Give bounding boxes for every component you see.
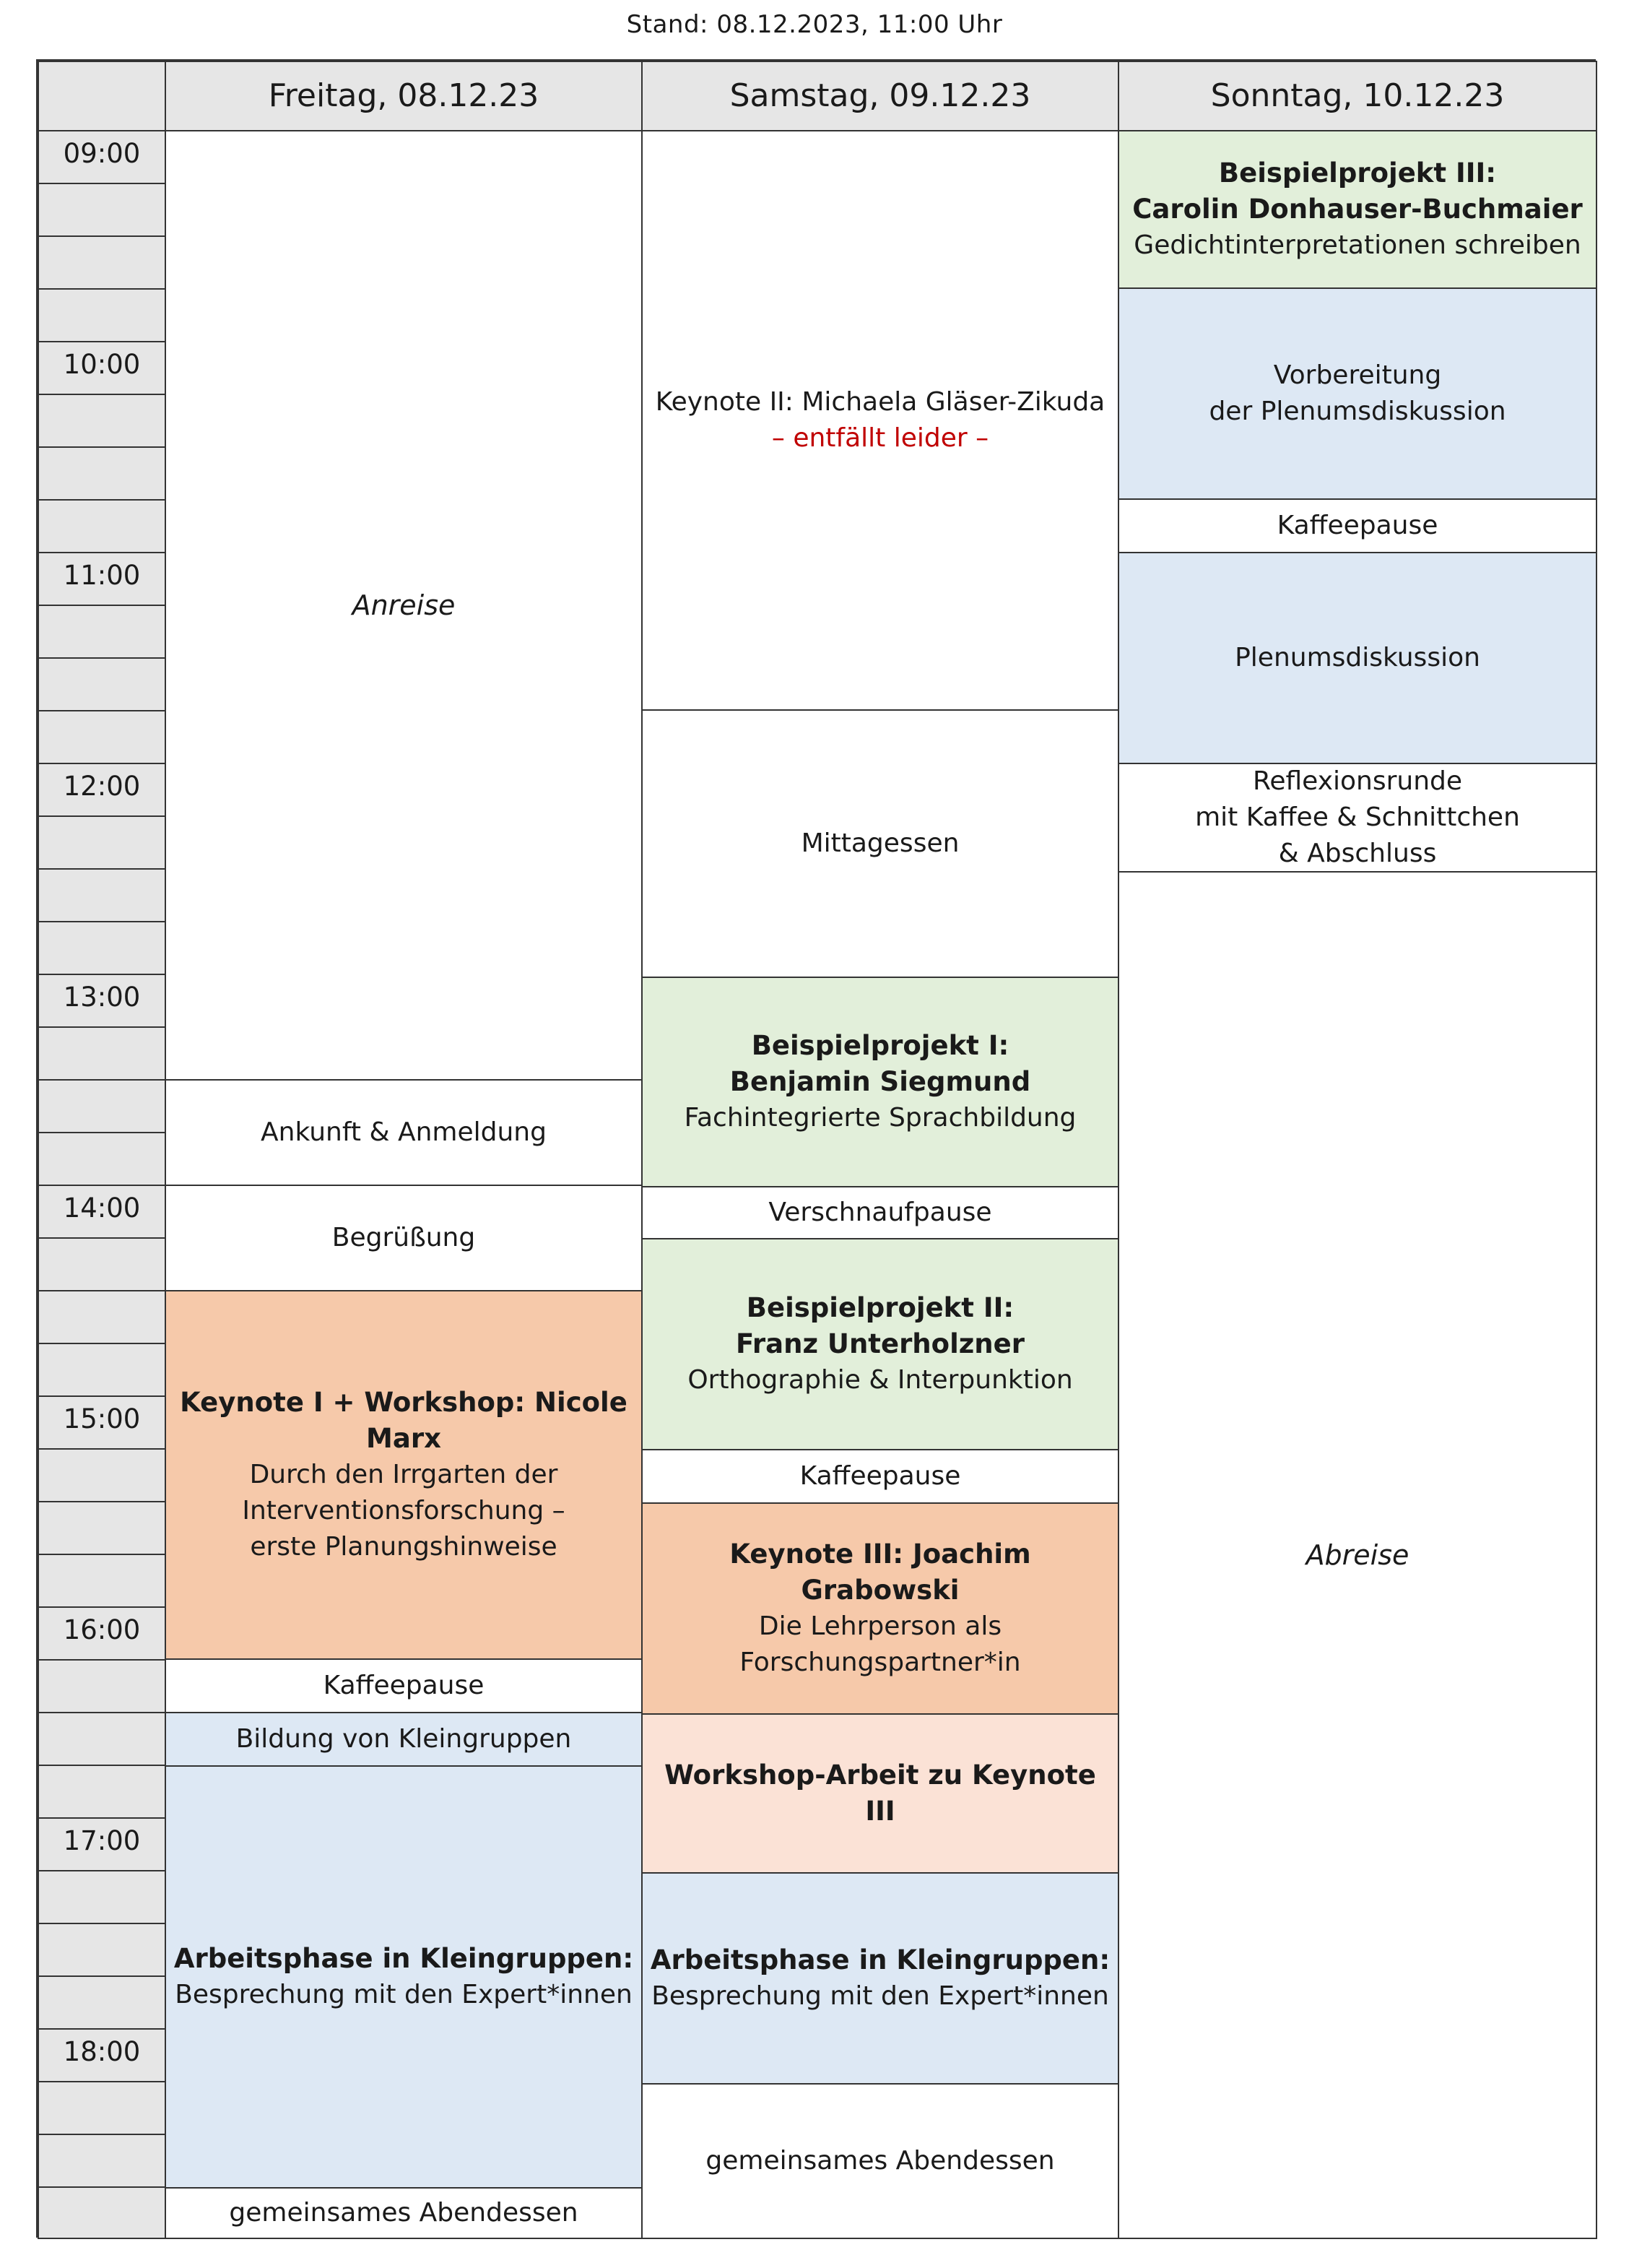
fri-anreise [165,130,643,1081]
fri-arbeitsphase [165,1765,643,2189]
sun-kaffeepause [1118,498,1597,553]
sun-abreise [1118,871,1597,2239]
time-label: 13:00 [38,974,166,1028]
time-label: 11:00 [38,552,166,606]
sat-arbeitsphase [641,1872,1119,2085]
sat-keynote3-line1: Die Lehrperson als [758,1611,1002,1641]
sat-mittagessen-label: Mittagessen [801,828,960,858]
time-slot [38,1501,166,1555]
sun-abreise-label: Abreise [1306,1539,1409,1571]
sat-arbeitsphase-title: Arbeitsphase in Kleingruppen: [650,1944,1111,1975]
sat-projekt2-title1: Beispielprojekt II: [746,1292,1015,1323]
sat-projekt1-title2: Benjamin Siegmund [729,1066,1031,1097]
sun-projekt3-title1: Beispielprojekt III: [1218,157,1497,189]
time-slot [38,1290,166,1344]
time-label: 17:00 [38,1817,166,1871]
sun-vorbereitung-line2: der Plenumsdiskussion [1209,397,1506,426]
sat-verschnaufpause [641,1186,1119,1239]
time-slot [38,1765,166,1819]
sat-kaffeepause [641,1449,1119,1504]
fri-begruessung-label: Begrüßung [331,1223,476,1252]
time-slot [38,1448,166,1502]
sat-projekt1-sub: Fachintegrierte Sprachbildung [684,1103,1077,1133]
time-slot [38,1923,166,1977]
fri-keynote1-line1: Durch den Irrgarten der [249,1460,558,1489]
sat-arbeitsphase-sub: Besprechung mit den Expert*innen [651,1981,1109,2011]
time-slot [38,868,166,922]
sun-plenum-label: Plenumsdiskussion [1235,643,1480,672]
sat-mittagessen [641,709,1119,978]
time-slot [38,288,166,342]
sat-keynote2-note: – entfällt leider – [771,423,989,453]
time-label: 18:00 [38,2028,166,2082]
sat-projekt2 [641,1238,1119,1450]
time-slot [38,235,166,290]
time-slot [38,1554,166,1608]
time-slot [38,1026,166,1081]
fri-kaffeepause-label: Kaffeepause [323,1671,485,1700]
sat-keynote2 [641,130,1119,711]
stand-date: Stand: 08.12.2023, 11:00 Uhr [626,10,1003,39]
fri-keynote1-line2: Interventionsforschung – [242,1496,565,1525]
sun-reflexion-line1: Reflexionsrunde [1252,766,1463,796]
time-slot [38,1659,166,1713]
time-slot [38,1237,166,1291]
header-corner [38,61,166,131]
sat-keynote3-line2: Forschungspartner*in [739,1648,1021,1677]
sat-kaffeepause-label: Kaffeepause [799,1461,961,1491]
sat-projekt1-title1: Beispielprojekt I: [751,1030,1009,1061]
time-label: 15:00 [38,1395,166,1450]
time-slot [38,1712,166,1766]
time-label: 16:00 [38,1606,166,1661]
time-slot [38,1343,166,1397]
time-slot [38,710,166,764]
sat-abendessen-label: gemeinsames Abendessen [705,2146,1055,2176]
time-slot [38,446,166,501]
sun-reflexion [1118,763,1597,873]
fri-abendessen [165,2187,643,2239]
sun-vorbereitung [1118,287,1597,500]
sun-projekt3-sub: Gedichtinterpretationen schreiben [1134,230,1581,260]
sun-projekt3-title2: Carolin Donhauser-Buchmaier [1132,194,1583,225]
sat-workshop3 [641,1713,1119,1874]
time-slot [38,605,166,659]
time-slot [38,2186,166,2239]
sun-reflexion-line2: mit Kaffee & Schnittchen [1195,802,1520,832]
sun-reflexion-line3: & Abschluss [1278,839,1437,868]
time-label: 12:00 [38,763,166,817]
header-friday: Freitag, 08.12.23 [165,61,643,131]
fri-arbeitsphase-title: Arbeitsphase in Kleingruppen: [173,1943,634,1974]
time-slot [38,499,166,553]
fri-ankunft-label: Ankunft & Anmeldung [261,1117,547,1147]
fri-keynote1-title: Keynote I + Workshop: Nicole Marx [180,1387,627,1454]
sat-verschnaufpause-label: Verschnaufpause [768,1198,992,1227]
sun-vorbereitung-line1: Vorbereitung [1273,360,1442,390]
fri-kleingruppen-label: Bildung von Kleingruppen [235,1724,572,1754]
fri-kleingruppen [165,1712,643,1767]
time-slot [38,657,166,711]
sat-keynote3-title: Keynote III: Joachim Grabowski [729,1538,1031,1606]
fri-begruessung [165,1185,643,1291]
fri-arbeitsphase-sub: Besprechung mit den Expert*innen [175,1980,633,2009]
sun-projekt3 [1118,130,1597,289]
time-slot [38,1079,166,1133]
time-label: 09:00 [38,130,166,184]
sat-workshop3-label: Workshop-Arbeit zu Keynote III [664,1760,1096,1827]
time-label: 10:00 [38,341,166,395]
sat-keynote2-title: Keynote II: Michaela Gläser-Zikuda [655,387,1105,417]
time-slot [38,1132,166,1186]
schedule-table [36,59,1596,2238]
time-slot [38,2134,166,2188]
sat-projekt2-sub: Orthographie & Interpunktion [687,1365,1073,1395]
time-slot [38,921,166,975]
header-sunday: Sonntag, 10.12.23 [1118,61,1597,131]
sat-projekt2-title2: Franz Unterholzner [736,1328,1025,1359]
time-slot [38,2081,166,2135]
fri-ankunft [165,1079,643,1186]
sat-abendessen [641,2083,1119,2239]
sat-keynote3 [641,1502,1119,1715]
time-slot [38,183,166,237]
fri-keynote1 [165,1290,643,1660]
time-label: 14:00 [38,1185,166,1239]
fri-keynote1-line3: erste Planungshinweise [250,1532,557,1562]
time-slot [38,1975,166,2030]
time-slot [38,394,166,448]
sun-kaffeepause-label: Kaffeepause [1277,511,1438,540]
header-saturday: Samstag, 09.12.23 [641,61,1119,131]
fri-anreise-label: Anreise [352,589,456,621]
fri-abendessen-label: gemeinsames Abendessen [229,2198,578,2228]
time-slot [38,1870,166,1924]
time-slot [38,815,166,870]
fri-kaffeepause [165,1658,643,1713]
sun-plenum [1118,552,1597,764]
sat-projekt1 [641,977,1119,1187]
